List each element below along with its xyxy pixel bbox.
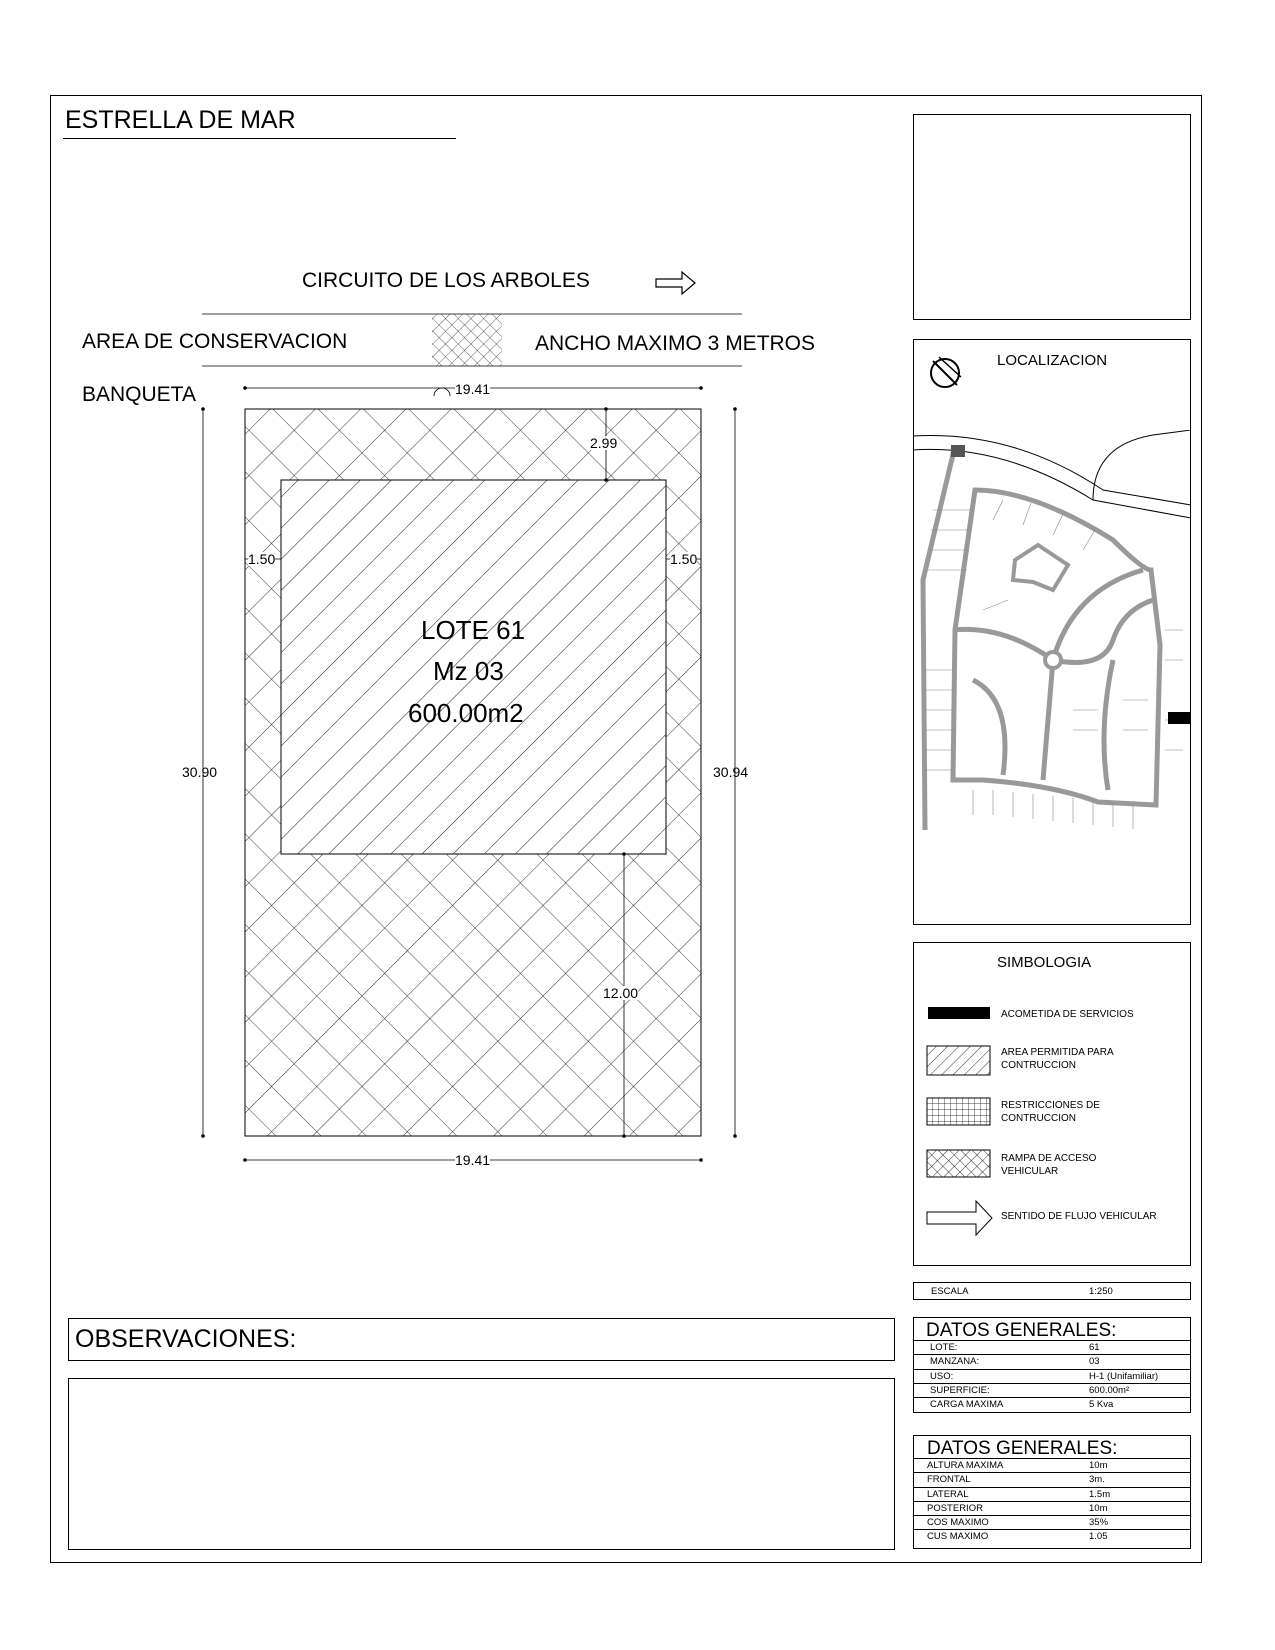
observations-body (69, 1379, 894, 1395)
dim-top-width: 19.41 (455, 381, 491, 397)
table-row: SUPERFICIE: 600.00m² (914, 1384, 1190, 1398)
title-block-box (913, 114, 1191, 320)
conservation-area-label: AREA DE CONSERVACION (82, 330, 348, 353)
legend-item-label: AREA PERMITIDA PARA (1001, 1047, 1114, 1058)
dim-right-setback: 1.50 (670, 551, 698, 567)
grid-hatch-icon (926, 1097, 992, 1127)
dim-rear-setback: 12.00 (603, 985, 639, 1001)
legend-item-label: SENTIDO DE FLUJO VEHICULAR (1001, 1211, 1157, 1222)
observations-body-box (68, 1378, 895, 1550)
legend-item-label: CONTRUCCION (1001, 1060, 1076, 1071)
solid-bar-icon (926, 1005, 992, 1021)
scale-value: 1:250 (1089, 1286, 1113, 1297)
table-row: LOTE: 61 (914, 1341, 1190, 1355)
table-row: CUS MAXIMO 1.05 (927, 1531, 1108, 1543)
legend-item-label: CONTRUCCION (1001, 1113, 1076, 1124)
dim-bottom-width: 19.41 (455, 1152, 491, 1168)
flow-arrow-icon (926, 1199, 994, 1237)
table-row: COS MAXIMO 35% (914, 1516, 1190, 1530)
access-ramp (432, 314, 502, 366)
table-row: POSTERIOR 10m (914, 1502, 1190, 1516)
diagonal-hatch-icon (926, 1045, 992, 1077)
table-row: FRONTAL 3m. (914, 1473, 1190, 1487)
legend-title: SIMBOLOGIA (997, 954, 1092, 971)
location-map (913, 430, 1191, 850)
max-width-label: ANCHO MAXIMO 3 METROS (535, 332, 816, 355)
table-row: LATERAL 1.5m (914, 1488, 1190, 1502)
location-compass-icon (925, 353, 965, 393)
table-row: MANZANA: 03 (914, 1355, 1190, 1369)
table-row: CARGA MAXIMA 5 Kva (930, 1399, 1114, 1411)
lot-area: 600.00m2 (408, 698, 524, 728)
legend-item-label: VEHICULAR (1001, 1166, 1059, 1177)
lot-name: LOTE 61 (421, 615, 526, 645)
dim-left-depth: 30.90 (182, 764, 218, 780)
dim-right-depth: 30.94 (713, 764, 749, 780)
table-title: DATOS GENERALES: (914, 1318, 1190, 1341)
table-row: ALTURA MAXIMA 10m (914, 1459, 1190, 1473)
dim-front-setback: 2.99 (590, 435, 618, 451)
legend-item-label: RAMPA DE ACCESO (1001, 1153, 1097, 1164)
location-title: LOCALIZACION (997, 352, 1108, 369)
building-params-table (913, 1435, 1191, 1549)
dim-left-setback: 1.50 (248, 551, 276, 567)
project-title: ESTRELLA DE MAR (65, 106, 296, 134)
general-data-table (913, 1317, 1191, 1413)
street-name: CIRCUITO DE LOS ARBOLES (302, 269, 590, 292)
legend-item-label: RESTRICCIONES DE (1001, 1100, 1100, 1111)
scale-label: ESCALA (931, 1286, 969, 1297)
table-row: USO: H-1 (Unifamiliar) (914, 1370, 1190, 1384)
sidewalk-label: BANQUETA (82, 383, 196, 406)
observations-title: OBSERVACIONES: (75, 1325, 297, 1353)
legend-item-label: ACOMETIDA DE SERVICIOS (1001, 1009, 1134, 1020)
crosshatch-icon (926, 1149, 992, 1179)
table-title: DATOS GENERALES: (914, 1436, 1190, 1459)
lot-block: Mz 03 (433, 656, 504, 686)
